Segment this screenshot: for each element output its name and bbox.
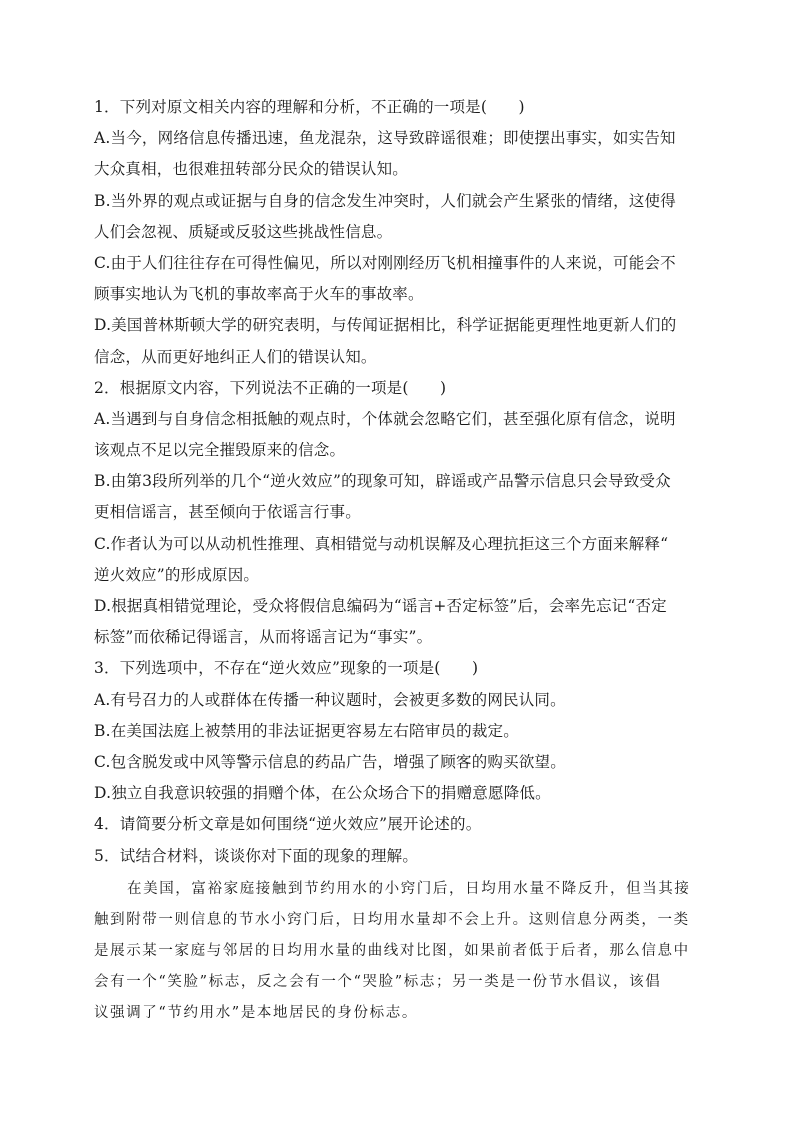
- passage-line-2: 触到附带一则信息的节水小窍门后，日均用水量却不会上升。这则信息分两类，一类: [94, 911, 690, 928]
- question-2-option-b-line-2: 更相信谣言，甚至倾向于依谣言行事。: [94, 503, 361, 522]
- question-1-option-d-line-2: 信念，从而更好地纠正人们的错误认知。: [94, 347, 377, 366]
- question-5-stem: 5．试结合材料，谈谈你对下面的现象的理解。: [94, 846, 419, 865]
- question-1-option-d-line-1: D.美国普林斯顿大学的研究表明，与传闻证据相比，科学证据能更理性地更新人们的: [94, 316, 677, 335]
- document-content: [94, 92, 700, 1030]
- question-3-option-a: A.有号召力的人或群体在传播一种议题时，会被更多数的网民认同。: [94, 690, 566, 709]
- question-3-option-d: D.独立自我意识较强的捐赠个体，在公众场合下的捐赠意愿降低。: [94, 784, 551, 803]
- passage-line-3: 是展示某一家庭与邻居的日均用水量的曲线对比图，如果前者低于后者，那么信息中: [94, 943, 690, 960]
- question-1-option-b-line-1: B.当外界的观点或证据与自身的信念发生冲突时，人们就会产生紧张的情绪，这使得: [94, 191, 676, 210]
- question-2-stem: 2．根据原文内容，下列说法不正确的一项是( ): [94, 378, 447, 397]
- question-1-option-a-line-1: A.当今，网络信息传播迅速，鱼龙混杂，这导致辟谣很难；即使摆出事实，如实告知: [94, 129, 676, 148]
- material-passage: [94, 874, 700, 1030]
- question-2-option-c-line-1: C.作者认为可以从动机性推理、真相错觉与动机误解及心理抗拒这三个方面来解释“: [94, 534, 669, 553]
- question-1-stem: 1．下列对原文相关内容的理解和分析，不正确的一项是( ): [94, 98, 525, 116]
- question-1-option-a-line-2: 大众真相，也很难扭转部分民众的错误认知。: [94, 160, 409, 179]
- question-1-option-b-line-2: 人们会忽视、质疑或反驳这些挑战性信息。: [94, 222, 393, 241]
- question-1-option-c-line-2: 顾事实地认为飞机的事故率高于火车的事故率。: [94, 285, 424, 304]
- question-2-option-d-line-2: 标签”而依稀记得谣言，从而将谣言记为“事实”。: [94, 628, 433, 647]
- question-2-option-a-line-1: A.当遇到与自身信念相抵触的观点时，个体就会忽略它们，甚至强化原有信念，说明: [94, 409, 676, 428]
- passage-line-4: 会有一个“笑脸”标志，反之会有一个“哭脸”标志；另一类是一份节水倡议，该倡: [94, 974, 662, 991]
- question-3-option-c: C.包含脱发或中风等警示信息的药品广告，增强了顾客的购买欲望。: [94, 752, 566, 771]
- question-2-option-c-line-2: 逆火效应”的形成原因。: [94, 565, 260, 584]
- question-2-option-b-line-1: B.由第3段所列举的几个“逆火效应”的现象可知，辟谣或产品警示信息只会导致受众: [94, 472, 671, 491]
- question-2-option-a-line-2: 该观点不足以完全摧毁原来的信念。: [94, 441, 346, 460]
- question-3-stem: 3．下列选项中，不存在“逆火效应”现象的一项是( ): [94, 659, 479, 678]
- passage-line-5: 议强调了“节约用水”是本地居民的身份标志。: [94, 1005, 418, 1022]
- passage-line-1: 在美国，富裕家庭接触到节约用水的小窍门后，日均用水量不降反升，但当其接: [127, 880, 691, 897]
- question-1-option-c-line-1: C.由于人们往往存在可得性偏见，所以对刚刚经历飞机相撞事件的人来说，可能会不: [94, 253, 676, 272]
- question-3-option-b: B.在美国法庭上被禁用的非法证据更容易左右陪审员的裁定。: [94, 721, 519, 740]
- question-4-stem: 4．请简要分析文章是如何围绕“逆火效应”展开论述的。: [94, 815, 482, 834]
- question-2-option-d-line-1: D.根据真相错觉理论，受众将假信息编码为“谣言+否定标签”后，会率先忘记“否定: [94, 597, 667, 615]
